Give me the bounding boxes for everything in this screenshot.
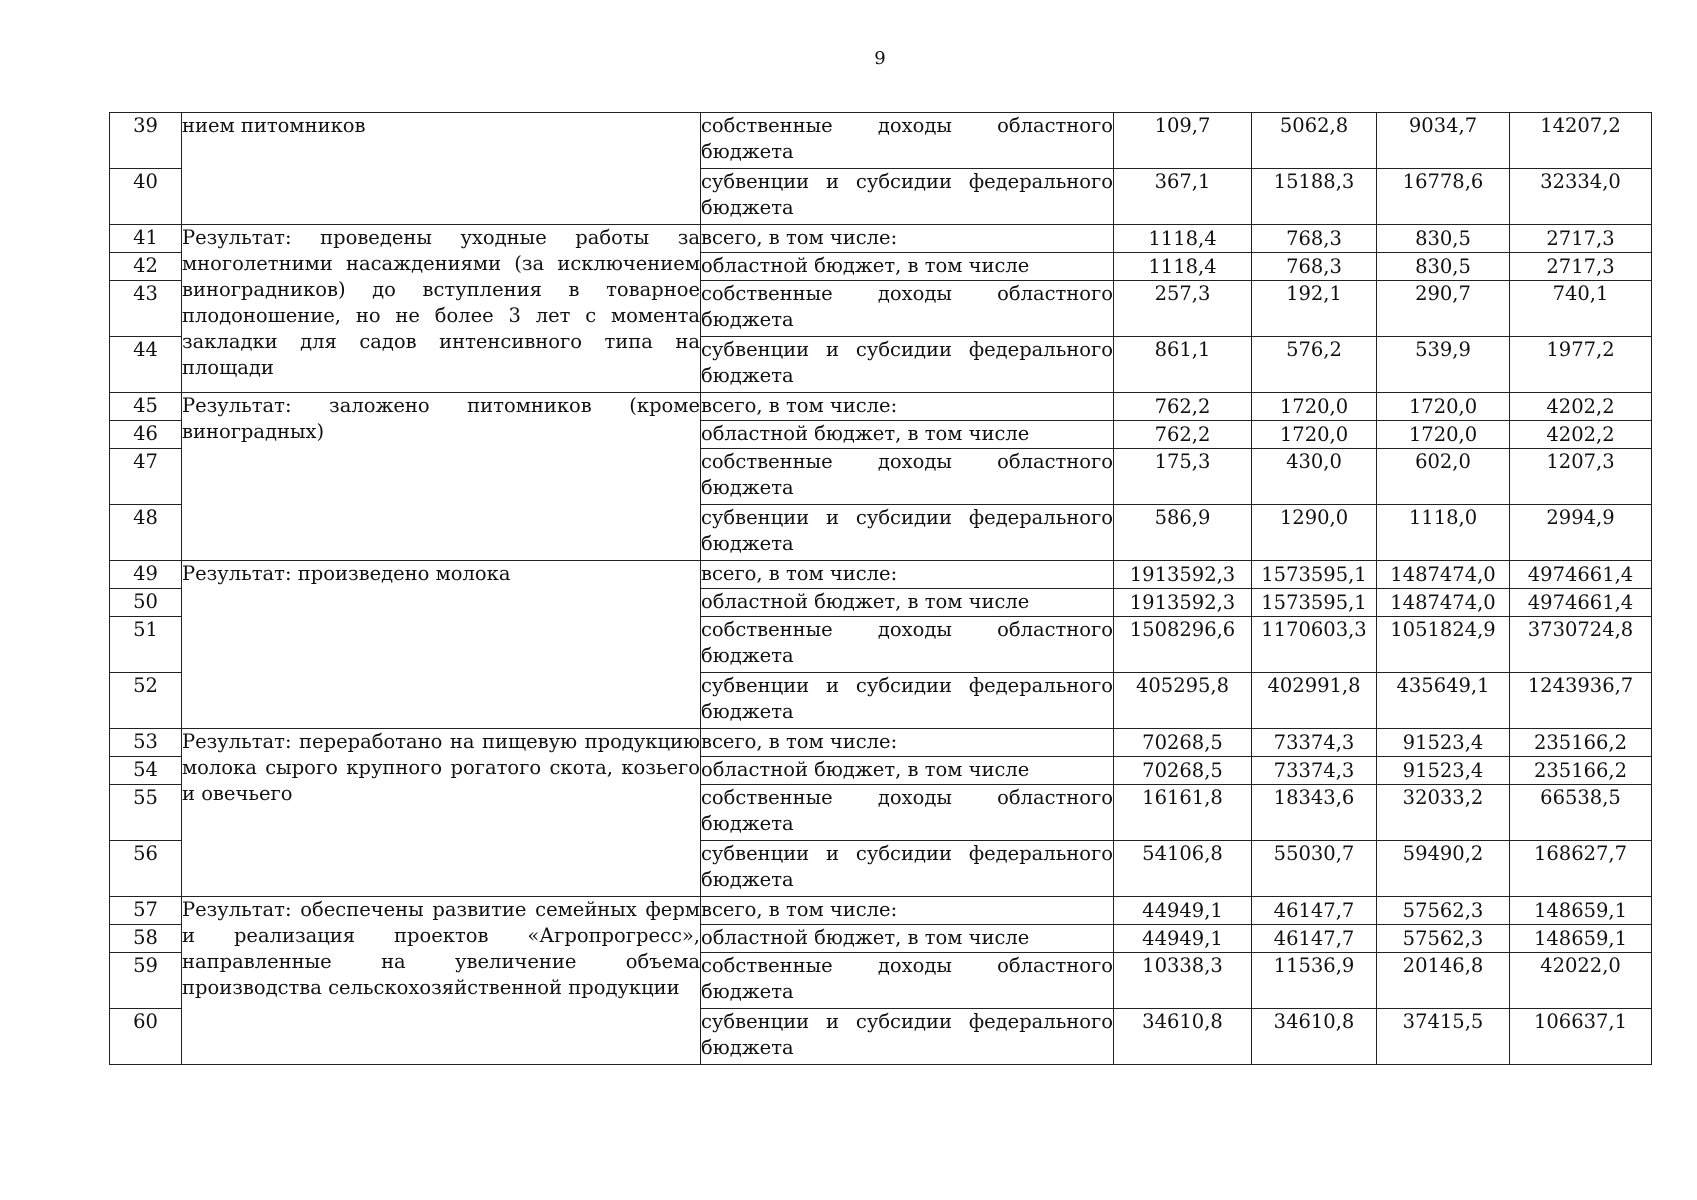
amount-cell: 70268,5 [1114, 729, 1252, 757]
amount-cell: 1118,0 [1377, 505, 1510, 561]
amount-cell: 1720,0 [1377, 421, 1510, 449]
funding-source [701, 505, 1114, 561]
amount-cell: 1207,3 [1510, 449, 1652, 505]
amount-cell: 46147,7 [1252, 925, 1377, 953]
result-description: Результат: проведены уходные работы за многолетними насаждениями (за исключением виноградников) до вступления в товарное плодоношение, но не более 3 лет с момента закладки для садов интенсивного типа на площади [182, 225, 701, 393]
amount-cell: 1243936,7 [1510, 673, 1652, 729]
row-number: 55 [110, 785, 182, 841]
funding-source-line1: субвенции и субсидии федерального [701, 1010, 1113, 1033]
funding-source-line2: бюджета [701, 1036, 794, 1059]
amount-cell: 168627,7 [1510, 841, 1652, 897]
amount-cell: 18343,6 [1252, 785, 1377, 841]
row-number: 45 [110, 393, 182, 421]
amount-cell: 290,7 [1377, 281, 1510, 337]
amount-cell: 830,5 [1377, 253, 1510, 281]
funding-source [701, 169, 1114, 225]
amount-cell: 4202,2 [1510, 421, 1652, 449]
funding-source-line1: собственные доходы областного [701, 114, 1113, 137]
row-number: 60 [110, 1009, 182, 1065]
funding-source-line1: субвенции и субсидии федерального [701, 338, 1113, 361]
amount-cell: 2717,3 [1510, 253, 1652, 281]
funding-source-line2: бюджета [701, 980, 794, 1003]
result-description: Результат: переработано на пищевую продукцию молока сырого крупного рогатого скота, козьего и овечьего [182, 729, 701, 897]
funding-source-line1: областной бюджет, в том числе [701, 422, 1030, 445]
amount-cell: 768,3 [1252, 225, 1377, 253]
table-row [110, 897, 1652, 925]
funding-source-line2: бюджета [701, 532, 794, 555]
funding-source-line1: всего, в том числе: [701, 226, 898, 249]
amount-cell: 1977,2 [1510, 337, 1652, 393]
amount-cell: 11536,9 [1252, 953, 1377, 1009]
amount-cell: 34610,8 [1252, 1009, 1377, 1065]
table-row [110, 393, 1652, 421]
funding-source [701, 561, 1114, 589]
amount-cell: 1573595,1 [1252, 561, 1377, 589]
amount-cell: 768,3 [1252, 253, 1377, 281]
amount-cell: 1290,0 [1252, 505, 1377, 561]
funding-source-line1: областной бюджет, в том числе [701, 254, 1030, 277]
funding-source-line2: бюджета [701, 700, 794, 723]
amount-cell: 1720,0 [1377, 393, 1510, 421]
funding-source-line2: бюджета [701, 812, 794, 835]
amount-cell: 586,9 [1114, 505, 1252, 561]
amount-cell: 3730724,8 [1510, 617, 1652, 673]
funding-source-line1: субвенции и субсидии федерального [701, 674, 1113, 697]
funding-source-line1: всего, в том числе: [701, 898, 898, 921]
funding-source [701, 897, 1114, 925]
amount-cell: 1118,4 [1114, 225, 1252, 253]
amount-cell: 402991,8 [1252, 673, 1377, 729]
row-number: 56 [110, 841, 182, 897]
amount-cell: 59490,2 [1377, 841, 1510, 897]
funding-source [701, 113, 1114, 169]
funding-source [701, 757, 1114, 785]
amount-cell: 4974661,4 [1510, 589, 1652, 617]
amount-cell: 405295,8 [1114, 673, 1252, 729]
funding-source [701, 421, 1114, 449]
funding-source [701, 673, 1114, 729]
amount-cell: 57562,3 [1377, 897, 1510, 925]
amount-cell: 44949,1 [1114, 897, 1252, 925]
amount-cell: 91523,4 [1377, 757, 1510, 785]
funding-source [701, 337, 1114, 393]
amount-cell: 5062,8 [1252, 113, 1377, 169]
amount-cell: 602,0 [1377, 449, 1510, 505]
amount-cell: 16161,8 [1114, 785, 1252, 841]
page-number: 9 [874, 48, 886, 69]
row-number: 41 [110, 225, 182, 253]
funding-source-line1: субвенции и субсидии федерального [701, 506, 1113, 529]
funding-source-line1: собственные доходы областного [701, 450, 1113, 473]
amount-cell: 235166,2 [1510, 729, 1652, 757]
funding-source-line1: субвенции и субсидии федерального [701, 170, 1113, 193]
budget-table [109, 112, 1652, 1065]
amount-cell: 32334,0 [1510, 169, 1652, 225]
result-description: нием питомников [182, 113, 701, 225]
amount-cell: 861,1 [1114, 337, 1252, 393]
result-description: Результат: заложено питомников (кроме виноградных) [182, 393, 701, 561]
amount-cell: 435649,1 [1377, 673, 1510, 729]
funding-source-line1: областной бюджет, в том числе [701, 926, 1030, 949]
amount-cell: 15188,3 [1252, 169, 1377, 225]
amount-cell: 55030,7 [1252, 841, 1377, 897]
amount-cell: 740,1 [1510, 281, 1652, 337]
budget-table-body [110, 113, 1652, 1065]
row-number: 42 [110, 253, 182, 281]
funding-source-line2: бюджета [701, 644, 794, 667]
amount-cell: 1051824,9 [1377, 617, 1510, 673]
funding-source-line2: бюджета [701, 140, 794, 163]
funding-source [701, 1009, 1114, 1065]
row-number: 57 [110, 897, 182, 925]
row-number: 52 [110, 673, 182, 729]
funding-source [701, 841, 1114, 897]
amount-cell: 73374,3 [1252, 757, 1377, 785]
amount-cell: 1720,0 [1252, 393, 1377, 421]
row-number: 50 [110, 589, 182, 617]
amount-cell: 66538,5 [1510, 785, 1652, 841]
row-number: 59 [110, 953, 182, 1009]
funding-source-line1: всего, в том числе: [701, 730, 898, 753]
amount-cell: 1913592,3 [1114, 561, 1252, 589]
funding-source [701, 253, 1114, 281]
amount-cell: 2717,3 [1510, 225, 1652, 253]
amount-cell: 1913592,3 [1114, 589, 1252, 617]
amount-cell: 54106,8 [1114, 841, 1252, 897]
row-number: 46 [110, 421, 182, 449]
row-number: 58 [110, 925, 182, 953]
funding-source-line1: всего, в том числе: [701, 562, 898, 585]
funding-source [701, 785, 1114, 841]
amount-cell: 32033,2 [1377, 785, 1510, 841]
table-row [110, 561, 1652, 589]
funding-source-line1: собственные доходы областного [701, 954, 1113, 977]
funding-source [701, 925, 1114, 953]
funding-source [701, 225, 1114, 253]
amount-cell: 192,1 [1252, 281, 1377, 337]
funding-source [701, 729, 1114, 757]
amount-cell: 46147,7 [1252, 897, 1377, 925]
funding-source [701, 617, 1114, 673]
row-number: 48 [110, 505, 182, 561]
funding-source [701, 393, 1114, 421]
funding-source [701, 449, 1114, 505]
amount-cell: 106637,1 [1510, 1009, 1652, 1065]
amount-cell: 9034,7 [1377, 113, 1510, 169]
funding-source-line2: бюджета [701, 364, 794, 387]
amount-cell: 367,1 [1114, 169, 1252, 225]
funding-source [701, 953, 1114, 1009]
funding-source-line1: собственные доходы областного [701, 282, 1113, 305]
row-number: 40 [110, 169, 182, 225]
amount-cell: 16778,6 [1377, 169, 1510, 225]
amount-cell: 175,3 [1114, 449, 1252, 505]
table-row [110, 113, 1652, 169]
amount-cell: 148659,1 [1510, 925, 1652, 953]
amount-cell: 257,3 [1114, 281, 1252, 337]
amount-cell: 4974661,4 [1510, 561, 1652, 589]
funding-source-line1: всего, в том числе: [701, 394, 898, 417]
row-number: 43 [110, 281, 182, 337]
amount-cell: 539,9 [1377, 337, 1510, 393]
amount-cell: 830,5 [1377, 225, 1510, 253]
row-number: 47 [110, 449, 182, 505]
amount-cell: 109,7 [1114, 113, 1252, 169]
amount-cell: 235166,2 [1510, 757, 1652, 785]
funding-source-line2: бюджета [701, 196, 794, 219]
amount-cell: 1720,0 [1252, 421, 1377, 449]
funding-source-line1: собственные доходы областного [701, 786, 1113, 809]
row-number: 44 [110, 337, 182, 393]
amount-cell: 37415,5 [1377, 1009, 1510, 1065]
row-number: 53 [110, 729, 182, 757]
amount-cell: 1487474,0 [1377, 589, 1510, 617]
row-number: 39 [110, 113, 182, 169]
amount-cell: 34610,8 [1114, 1009, 1252, 1065]
amount-cell: 4202,2 [1510, 393, 1652, 421]
funding-source-line2: бюджета [701, 476, 794, 499]
amount-cell: 1170603,3 [1252, 617, 1377, 673]
funding-source-line1: областной бюджет, в том числе [701, 590, 1030, 613]
row-number: 49 [110, 561, 182, 589]
amount-cell: 762,2 [1114, 393, 1252, 421]
result-description: Результат: произведено молока [182, 561, 701, 729]
amount-cell: 430,0 [1252, 449, 1377, 505]
result-description: Результат: обеспечены развитие семейных ферм и реализация проектов «Агропрогресс», направленные на увеличение объема производства сельскохозяйственной продукции [182, 897, 701, 1065]
amount-cell: 1573595,1 [1252, 589, 1377, 617]
amount-cell: 70268,5 [1114, 757, 1252, 785]
amount-cell: 1508296,6 [1114, 617, 1252, 673]
table-row [110, 729, 1652, 757]
amount-cell: 14207,2 [1510, 113, 1652, 169]
row-number: 51 [110, 617, 182, 673]
amount-cell: 91523,4 [1377, 729, 1510, 757]
funding-source [701, 281, 1114, 337]
amount-cell: 1487474,0 [1377, 561, 1510, 589]
funding-source-line1: областной бюджет, в том числе [701, 758, 1030, 781]
amount-cell: 576,2 [1252, 337, 1377, 393]
amount-cell: 42022,0 [1510, 953, 1652, 1009]
funding-source-line2: бюджета [701, 868, 794, 891]
table-row [110, 225, 1652, 253]
funding-source [701, 589, 1114, 617]
amount-cell: 10338,3 [1114, 953, 1252, 1009]
funding-source-line1: собственные доходы областного [701, 618, 1113, 641]
amount-cell: 762,2 [1114, 421, 1252, 449]
amount-cell: 57562,3 [1377, 925, 1510, 953]
funding-source-line2: бюджета [701, 308, 794, 331]
row-number: 54 [110, 757, 182, 785]
amount-cell: 73374,3 [1252, 729, 1377, 757]
funding-source-line1: субвенции и субсидии федерального [701, 842, 1113, 865]
amount-cell: 148659,1 [1510, 897, 1652, 925]
amount-cell: 2994,9 [1510, 505, 1652, 561]
amount-cell: 20146,8 [1377, 953, 1510, 1009]
amount-cell: 44949,1 [1114, 925, 1252, 953]
amount-cell: 1118,4 [1114, 253, 1252, 281]
